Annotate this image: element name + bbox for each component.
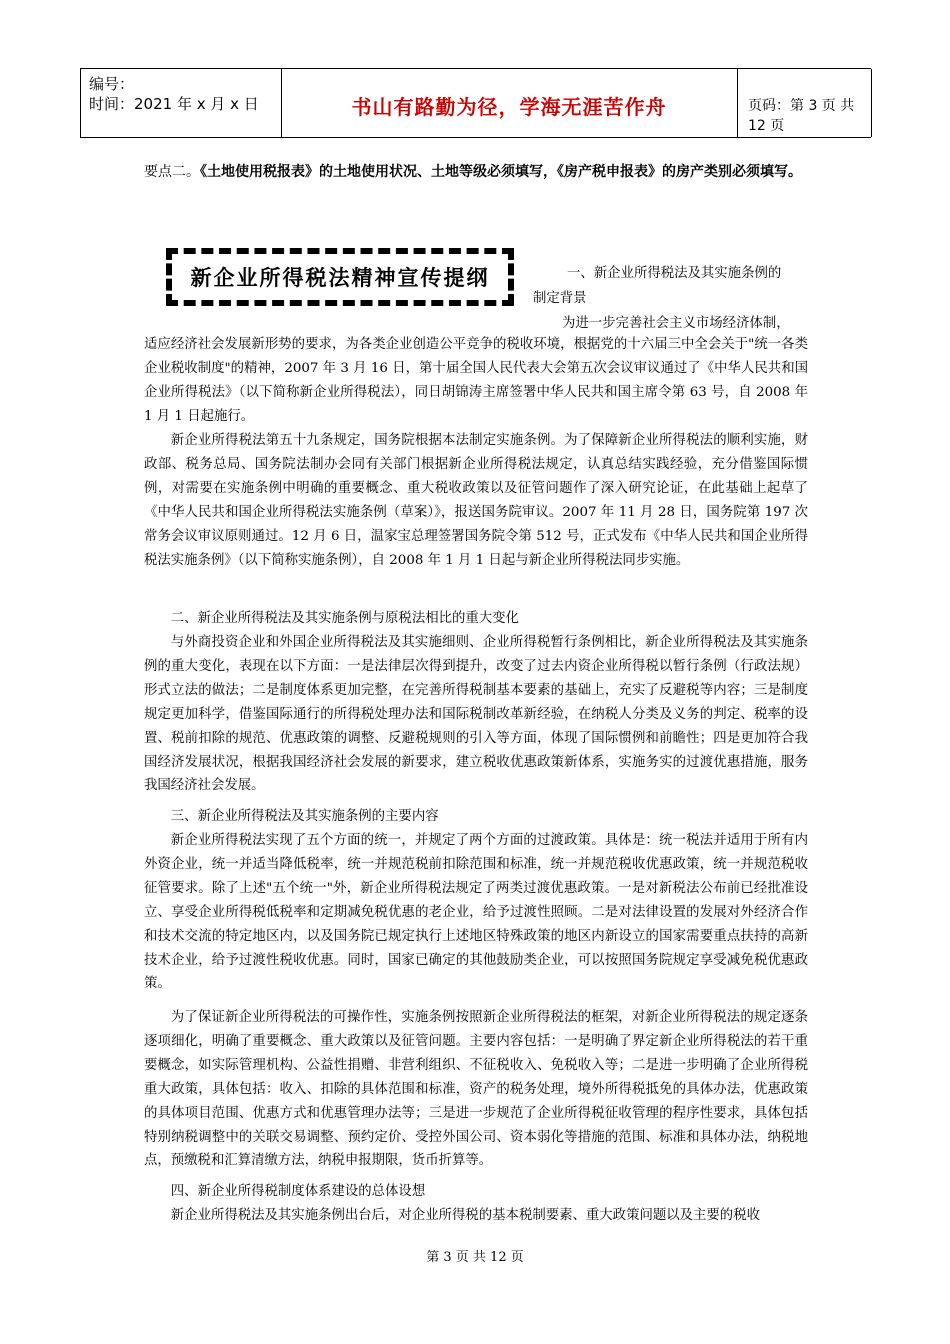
header-page-cell: [738, 69, 872, 137]
section1-para1-rest: 适应经济社会发展新形势的要求，为各类企业创造公平竞争的税收环境，根据党的十六届三中全会关于"统一各类企业税收制度"的精神，2007 年 3 月 16 日，第十届全国人民代表大会第五次会议审议通过了《中华人民共和国企业所得税法》（以下简称新企业所得税法），同日胡锦涛主席签署中华人民共和国主席令第 63 号，自 2008 年 1 月 1 日起施行。: [144, 337, 808, 424]
section3-para2: 为了保证新企业所得税法的可操作性，实施条例按照新企业所得税法的框架，对新企业所得税法的规定逐条逐项细化，明确了重要概念、重大政策以及征管问题。主要内容包括：一是明确了界定新企业所得税法的若干重要概念，如实际管理机构、公益性捐赠、非营利组织、不征税收入、免税收入等；二是进一步明确了企业所得税重大政策，具体包括：收入、扣除的具体范围和标准，资产的税务处理，境外所得税抵免的具体办法，优惠政策的具体项目范围、优惠方式和优惠管理办法等；三是进一步规范了企业所得税征收管理的程序性要求，具体包括特别纳税调整中的关联交易调整、预约定价、受控外国公司、资本弱化等措施的范围、标准和具体办法，纳税地点，预缴税和汇算清缴方法，纳税申报期限，货币折算等。: [144, 1010, 808, 1169]
section3-heading: 三、新企业所得税法及其实施条例的主要内容: [170, 809, 439, 824]
section1-heading-part2: 制定背景: [533, 291, 587, 306]
header-motto: 书山有路勤为径，学海无涯苦作舟: [351, 95, 667, 119]
document-title-box: [166, 248, 514, 306]
section4-para: 新企业所得税法及其实施条例出台后，对企业所得税的基本税制要素、重大政策问题以及主要的税收: [170, 1208, 760, 1223]
header-motto-cell: [281, 69, 738, 137]
section1-heading-part1: 一、新企业所得税法及其实施条例的: [567, 266, 782, 281]
page-footer: 第 3 页 共 12 页: [426, 1250, 524, 1265]
section1-para1-start: 为进一步完善社会主义市场经济体制，: [562, 316, 790, 331]
section2-heading: 二、新企业所得税法及其实施条例与原税法相比的重大变化: [170, 611, 519, 626]
keypoint-paragraph: [144, 160, 808, 184]
section1-para2: 新企业所得税法第五十九条规定，国务院根据本法制定实施条例。为了保障新企业所得税法的顺利实施，财政部、税务总局、国务院法制办会同有关部门根据新企业所得税法规定，认真总结实践经验，充分借鉴国际惯例，对需要在实施条例中明确的重要概念、重大税收政策以及征管问题作了深入研究论证，在此基础上起草了《中华人民共和国企业所得税法实施条例（草案）》，报送国务院审议。2007 年 11 月 28 日，国务院第 197 次常务会议审议原则通过。12 月 6 日，温家宝总理签署国务院令第 512 号，正式发布《中华人民共和国企业所得税法实施条例》（以下简称实施条例），自 2008 年 1 月 1 日起与新企业所得税法同步实施。: [144, 433, 808, 568]
header-page-info: 页码：第 3 页 共 12 页: [748, 98, 855, 134]
keypoint-body: 《土地使用税报表》的土地使用状况、土地等级必须填写，《房产税申报表》的房产类别必须填写。: [200, 164, 802, 180]
document-title: 新企业所得税法精神宣传提纲: [190, 265, 490, 290]
section3-para1: 新企业所得税法实现了五个方面的统一，并规定了两个方面的过渡政策。具体是：统一税法并适用于所有内外资企业，统一并适当降低税率，统一并规范税前扣除范围和标准，统一并规范税收优惠政策，统一并规范税收征管要求。除了上述"五个统一"外，新企业所得税法规定了两类过渡优惠政策。一是对新税法公布前已经批准设立、享受企业所得税低税率和定期减免税优惠的老企业，给予过渡性照顾。二是对法律设置的发展对外经济合作和技术交流的特定地区内，以及国务院已规定执行上述地区特殊政策的地区内新设立的国家需要重点扶持的高新技术企业，给予过渡性税收优惠。同时，国家已确定的其他鼓励类企业，可以按照国务院规定享受减免税优惠政策。: [144, 833, 808, 992]
header-meta-cell: [80, 69, 282, 137]
section4-heading: 四、新企业所得税制度体系建设的总体设想: [170, 1184, 426, 1199]
section2-para: 与外商投资企业和外国企业所得税法及其实施细则、企业所得税暂行条例相比，新企业所得税法及其实施条例的重大变化，表现在以下方面：一是法律层次得到提升，改变了过去内资企业所得税以暂行条例（行政法规）形式立法的做法；二是制度体系更加完整，在完善所得税制基本要素的基础上，充实了反避税等内容；三是制度规定更加科学，借鉴国际通行的所得税处理办法和国际税制改革新经验，在纳税人分类及义务的判定、税率的设置、税前扣除的规范、优惠政策的调整、反避税规则的引入等方面，体现了国际惯例和前瞻性；四是更加符合我国经济发展状况，根据我国经济社会发展的新要求，建立税收优惠政策新体系，实施务实的过渡优惠措施，服务我国经济社会发展。: [144, 635, 808, 794]
page-header: [80, 68, 871, 138]
keypoint-prefix: 要点二。: [144, 164, 200, 180]
document-time-label: 时间：2021 年 x 月 x 日: [89, 95, 259, 113]
document-number-label: 编号：: [89, 75, 135, 93]
